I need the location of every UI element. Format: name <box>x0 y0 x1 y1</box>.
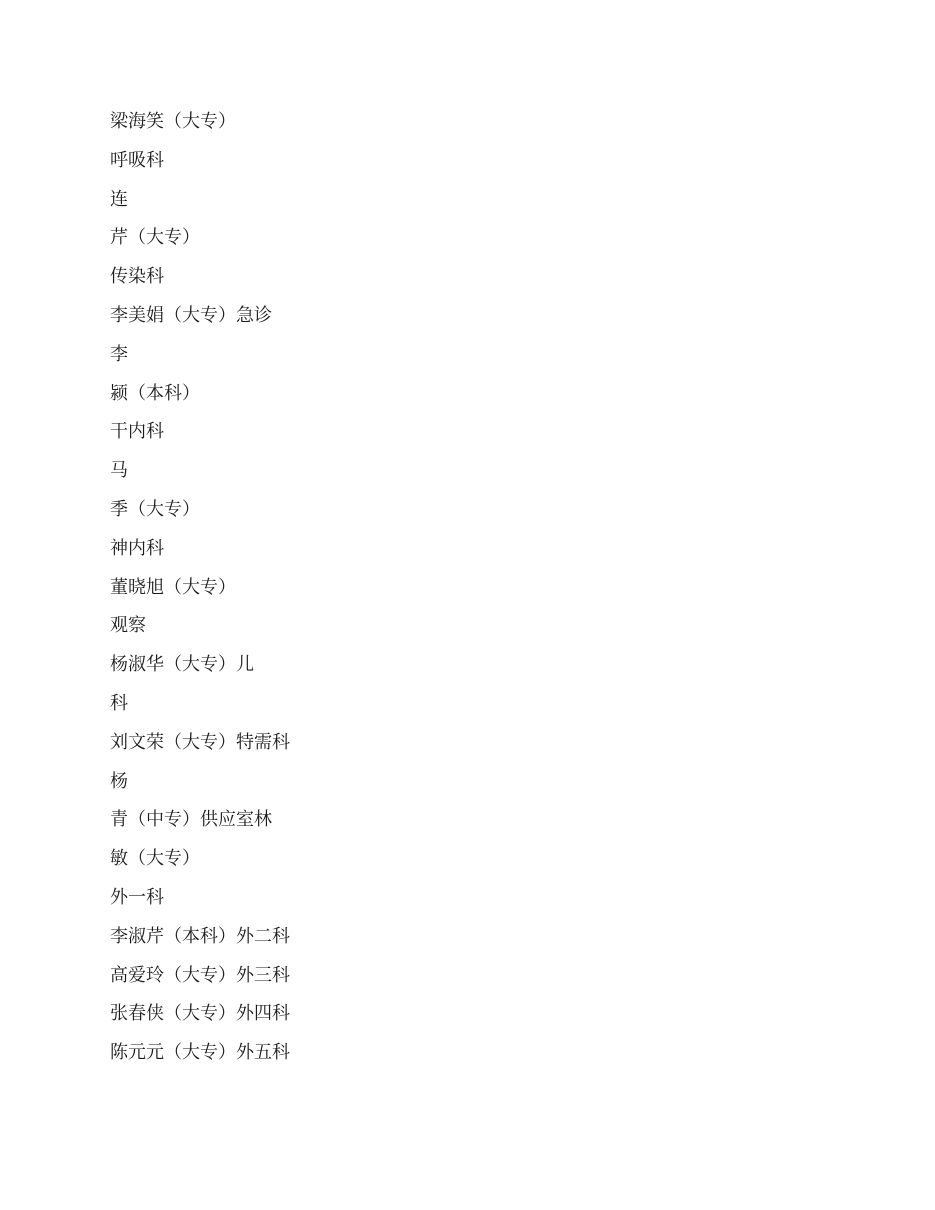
staff-list <box>110 103 810 1073</box>
text-line: 连 <box>110 188 128 210</box>
text-line: 梁海笑（大专） <box>110 111 236 132</box>
text-line: 外一科 <box>110 886 164 908</box>
text-line: 敏（大专） <box>110 848 200 870</box>
text-line: 高爱玲（大专）外三科 <box>110 964 290 986</box>
text-line: 科 <box>110 692 128 714</box>
text-line: 芹（大专） <box>110 227 200 249</box>
text-line: 刘文荣（大专）特需科 <box>110 731 290 753</box>
text-line: 马 <box>110 460 128 482</box>
text-line: 董晓旭（大专） <box>110 576 236 598</box>
text-line: 干内科 <box>110 421 164 443</box>
text-line: 颍（本科） <box>110 382 200 404</box>
text-line: 神内科 <box>110 537 164 559</box>
text-line: 李 <box>110 343 128 365</box>
text-line: 杨 <box>110 770 128 792</box>
text-line: 李美娟（大专）急诊 <box>110 304 272 326</box>
text-line: 季（大专） <box>110 498 200 520</box>
text-line: 李淑芹（本科）外二科 <box>110 925 290 947</box>
text-line: 青（中专）供应室林 <box>110 809 272 831</box>
text-line: 传染科 <box>110 266 164 288</box>
text-line: 张春侠（大专）外四科 <box>110 1003 290 1025</box>
text-line: 陈元元（大专）外五科 <box>110 1042 290 1064</box>
text-line: 杨淑华（大专）儿 <box>110 654 254 676</box>
text-line: 呼吸科 <box>110 149 164 171</box>
text-line: 观察 <box>110 615 146 637</box>
